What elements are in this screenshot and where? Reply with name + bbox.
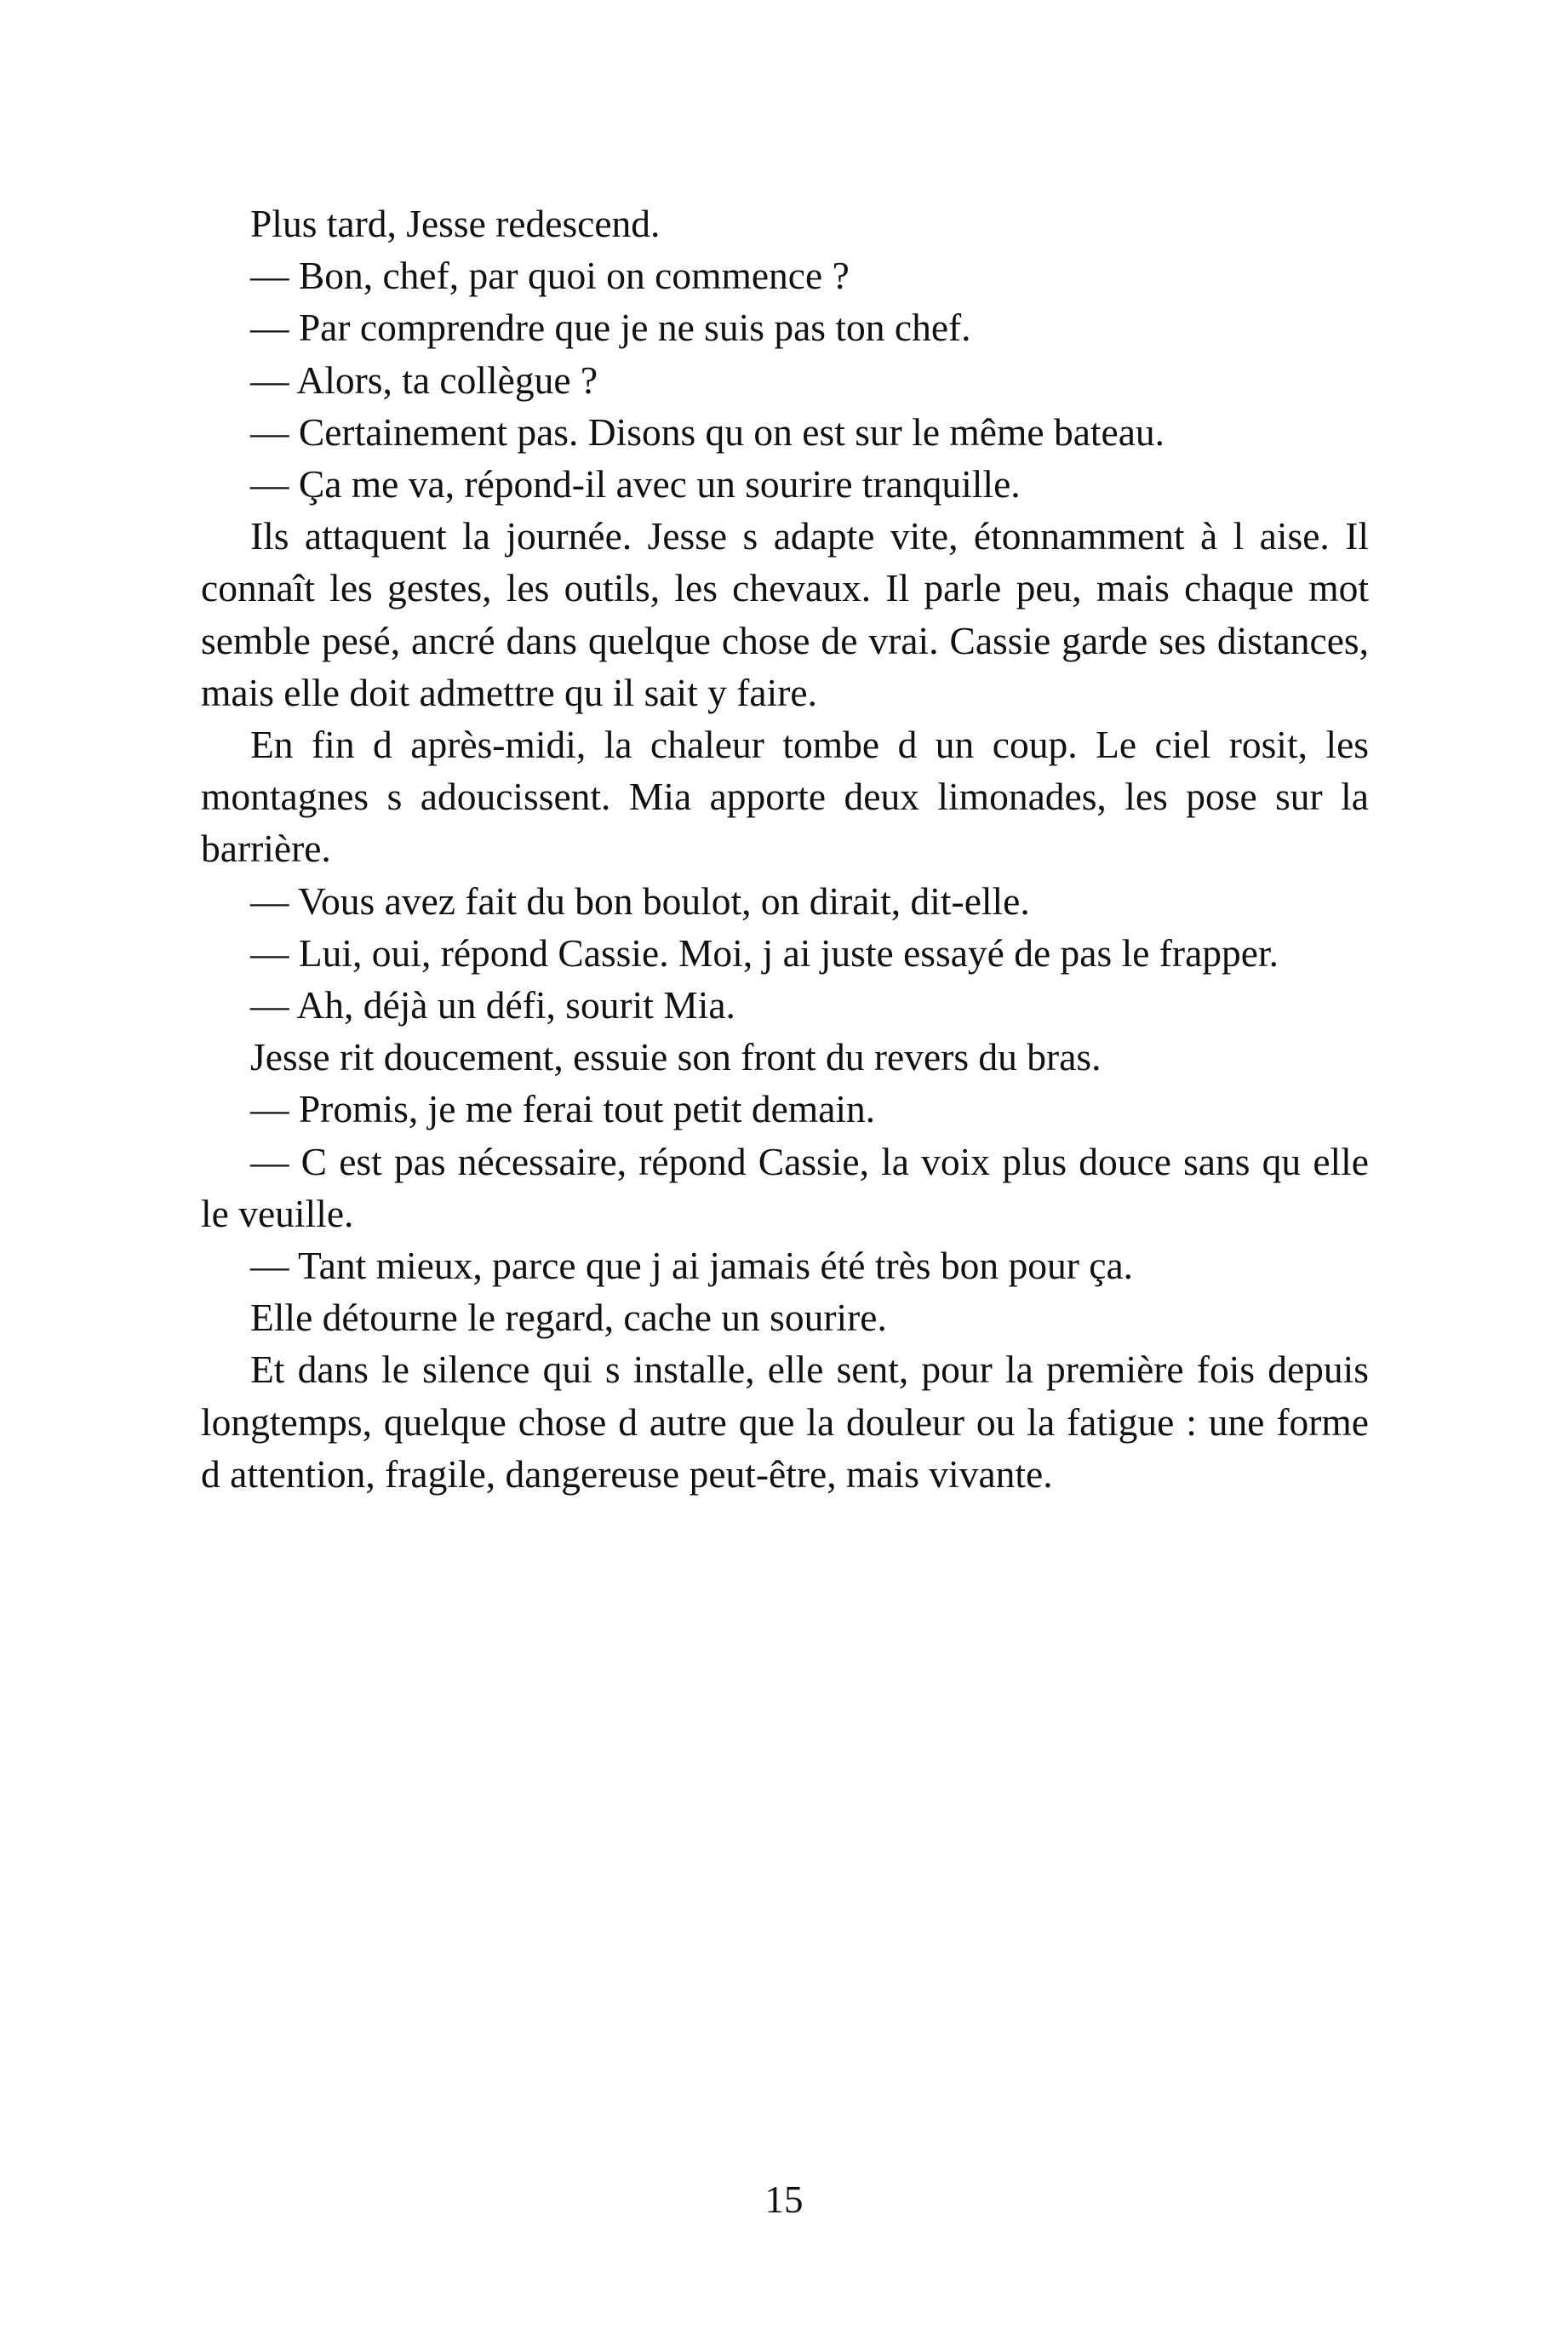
paragraph: Plus tard, Jesse redescend.	[250, 202, 661, 245]
dialogue-line: — Vous avez fait du bon boulot, on dirait, dit-elle.	[250, 878, 1030, 923]
dialogue-line: — Certainement pas. Disons qu on est sur le même bateau.	[250, 409, 1165, 454]
paragraph: Elle détourne le regard, cache un sourire.	[250, 1296, 887, 1340]
body-text	[201, 197, 1369, 1500]
paragraph: Jesse rit doucement, essuie son front du revers du bras.	[250, 1035, 1102, 1079]
dialogue-line: — Par comprendre que je ne suis pas ton chef.	[250, 306, 971, 350]
dialogue-line: — Alors, ta collègue ?	[250, 358, 598, 402]
dialogue-line: — Ah, déjà un défi, sourit Mia.	[250, 983, 735, 1027]
dialogue-line: — Promis, je me ferai tout petit demain.	[250, 1087, 876, 1131]
page-number: 15	[764, 2178, 804, 2221]
dialogue-line: — C est pas nécessaire, répond Cassie, la voix plus douce sans qu elle le veuille.	[201, 1139, 1369, 1235]
paragraph: En fin d après-midi, la chaleur tombe d un coup. Le ciel rosit, les montagnes s adoucissent. Mia apporte deux limonades, les pose sur la barrière.	[201, 723, 1369, 871]
paragraph: Et dans le silence qui s installe, elle sent, pour la première fois depuis longtemps, quelque chose d autre que la douleur ou la fatigue : une forme d attention, fragile, dangereuse peut-être, mais vivante.	[201, 1348, 1369, 1496]
paragraph: Ils attaquent la journée. Jesse s adapte vite, étonnamment à l aise. Il connaît les gestes, les outils, les chevaux. Il parle peu, mais chaque mot semble pesé, ancré dans quelque chose de vrai. Cassie garde ses distances, mais elle doit admettre qu il sait y faire.	[201, 514, 1369, 714]
dialogue-line: — Tant mieux, parce que j ai jamais été très bon pour ça.	[250, 1244, 1134, 1288]
dialogue-line: — Lui, oui, répond Cassie. Moi, j ai juste essayé de pas le frapper.	[250, 930, 1279, 975]
dialogue-line: — Ça me va, répond-il avec un sourire tranquille.	[250, 462, 1021, 506]
dialogue-line: — Bon, chef, par quoi on commence ?	[250, 254, 850, 298]
